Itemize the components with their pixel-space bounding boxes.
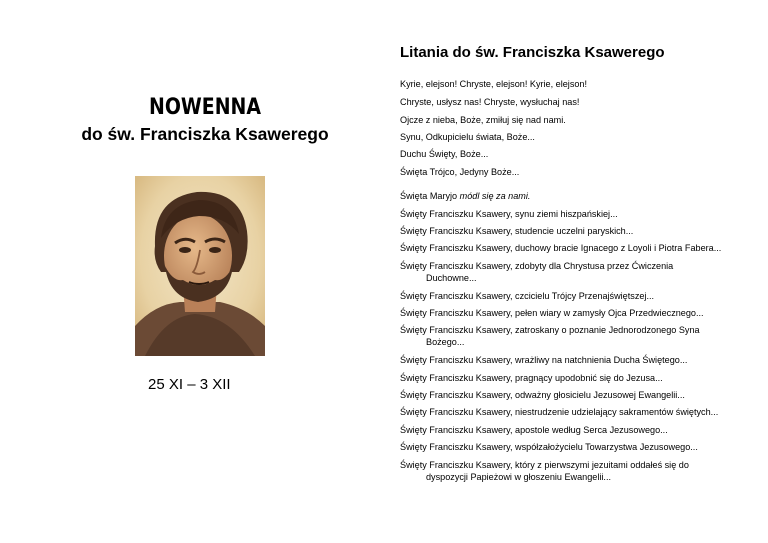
portrait-image — [135, 176, 265, 356]
litany-line: Święty Franciszku Ksawery, który z pierwszymi jezuitami oddałeś się do dyspozycji Papieżowi w głoszeniu Ewangelii... — [400, 460, 689, 482]
litany-line: Święty Franciszku Ksawery, odważny głosicielu Jezusowej Ewangelii... — [400, 390, 685, 400]
litany-line: Duchu Święty, Boże... — [400, 149, 489, 159]
litany-line: Święty Franciszku Ksawery, pragnący upodobnić się do Jezusa... — [400, 373, 663, 383]
litany-line: Święty Franciszku Ksawery, duchowy bracie Ignacego z Loyoli i Piotra Fabera... — [400, 243, 722, 253]
novena-subtitle: do św. Franciszka Ksawerego — [81, 124, 329, 144]
litany-line: Święta Maryjo módl się za nami. — [400, 191, 531, 201]
litany-line: Ojcze z nieba, Boże, zmiłuj się nad nami. — [400, 115, 566, 125]
litany-line: Święty Franciszku Ksawery, studencie uczelni paryskich... — [400, 226, 634, 236]
litany-line: Kyrie, elejson! Chryste, elejson! Kyrie, elejson! — [400, 79, 588, 89]
litany-line: Święty Franciszku Ksawery, zatroskany o poznanie Jednorodzonego Syna Bożego... — [400, 325, 700, 347]
litany-line: Święty Franciszku Ksawery, niestrudzenie udzielający sakramentów świętych... — [400, 407, 719, 417]
litany-line: Święty Franciszku Ksawery, współzałożycielu Towarzystwa Jezusowego... — [400, 442, 698, 452]
litany-title: Litania do św. Franciszka Ksawerego — [400, 44, 665, 61]
litany-line: Święty Franciszku Ksawery, wrażliwy na natchnienia Ducha Świętego... — [400, 355, 688, 365]
novena-dates: 25 XI – 3 XII — [148, 376, 231, 393]
novena-title: NOWENNA — [148, 95, 262, 120]
litany-line: Synu, Odkupicielu świata, Boże... — [400, 132, 535, 142]
litany-line: Święty Franciszku Ksawery, pełen wiary w zamysły Ojca Przedwiecznego... — [400, 308, 704, 318]
litany-line: Święty Franciszku Ksawery, apostole według Serca Jezusowego... — [400, 425, 668, 435]
litany-line: Chryste, usłysz nas! Chryste, wysłuchaj nas! — [400, 97, 580, 107]
litany-line: Święta Trójco, Jedyny Boże... — [400, 167, 520, 177]
litany-line: Święty Franciszku Ksawery, synu ziemi hiszpańskiej... — [400, 209, 618, 219]
litany-line: Święty Franciszku Ksawery, zdobyty dla Chrystusa przez Ćwiczenia Duchowne... — [400, 261, 674, 283]
litany-line: Święty Franciszku Ksawery, czcicielu Trójcy Przenajświętszej... — [400, 291, 655, 301]
